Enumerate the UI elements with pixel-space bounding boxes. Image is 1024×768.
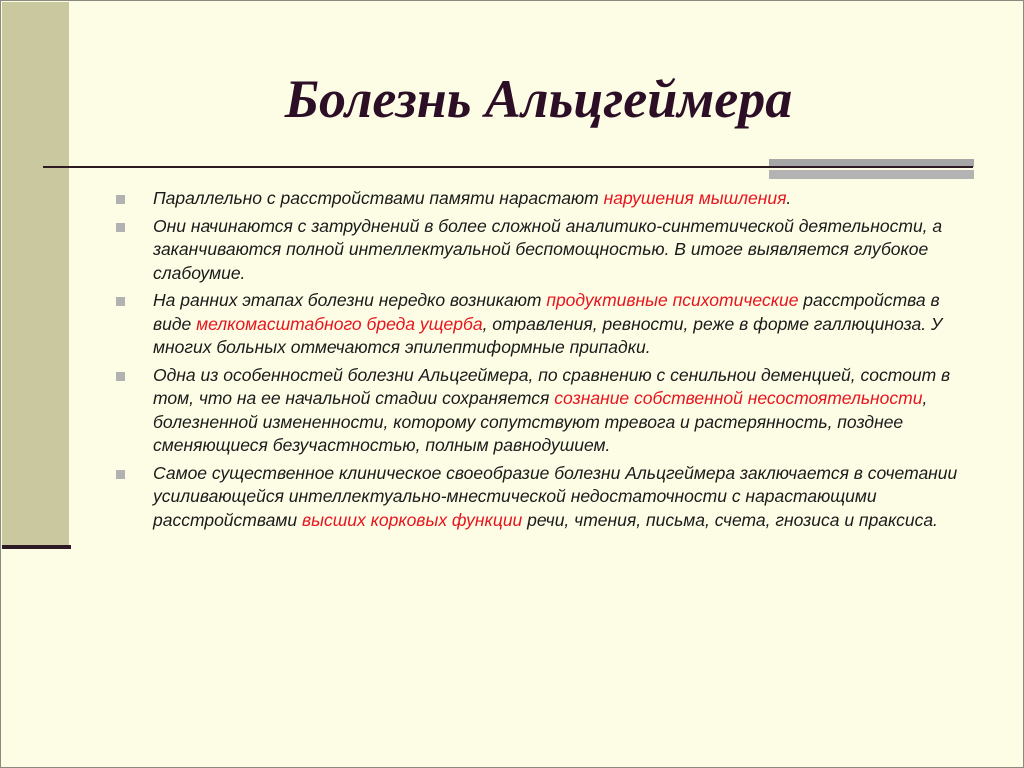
highlight-text: сознание собственной несостоятельности: [554, 388, 923, 408]
square-bullet-icon: [116, 372, 125, 381]
bullet-item: [113, 187, 973, 211]
bullet-item: [113, 462, 973, 533]
decorative-grey-bar-bottom: [769, 170, 974, 179]
bullet-text: расстройства в виде: [153, 290, 940, 334]
bullet-text: Самое существенное клиническое своеобразие болезни Альцгеймера заключается в сочетании усиливающейся интеллектуально-мнестической недостаточности с нарастающими расстройствами: [153, 462, 958, 530]
bullet-text: Одна из особенностей болезни Альцгеймера, по сравнению с сенильнои деменцией, состоит в том, что на ее начальной стадии сохраняется: [153, 364, 951, 408]
bullet-text: .: [786, 188, 792, 208]
bullet-list: [113, 187, 973, 536]
square-bullet-icon: [116, 297, 125, 306]
bullet-text: Параллельно с расстройствами памяти нарастают: [153, 188, 604, 208]
highlight-text: нарушения мышления: [603, 188, 787, 208]
decorative-side-line: [2, 545, 71, 549]
slide-title: Болезнь Альцгеймера: [284, 69, 793, 129]
square-bullet-icon: [116, 223, 125, 232]
highlight-text: продуктивные психотические: [546, 290, 799, 310]
title-divider: [43, 166, 973, 168]
bullet-text: , болезненной измененности, которому сопутствуют тревога и растерянность, позднее сменяющиеся безучастностью, полным равнодушием.: [153, 388, 928, 455]
decorative-side-bar: [2, 2, 69, 547]
highlight-text: высших корковых функции: [301, 509, 523, 530]
bullet-item: [113, 215, 973, 286]
bullet-item: [113, 289, 973, 360]
bullet-text: , отравления, ревности, реже в форме галлюциноза. У многих больных отмечаются эпилептиформные припадки.: [153, 313, 943, 357]
bullet-text: На ранних этапах болезни нередко возникают: [153, 290, 547, 310]
square-bullet-icon: [116, 195, 125, 204]
square-bullet-icon: [116, 470, 125, 479]
bullet-text: Они начинаются с затруднений в более сложной аналитико-синтетической деятельности, а заканчиваются полной интеллектуальной беспомощностью. В итоге выявляется глубокое слабоумие.: [153, 215, 943, 283]
highlight-text: мелкомасштабного бреда ущерба: [196, 313, 483, 334]
bullet-text: речи, чтения, письма, счета, гнозиса и праксиса.: [522, 509, 938, 530]
bullet-item: [113, 364, 973, 458]
